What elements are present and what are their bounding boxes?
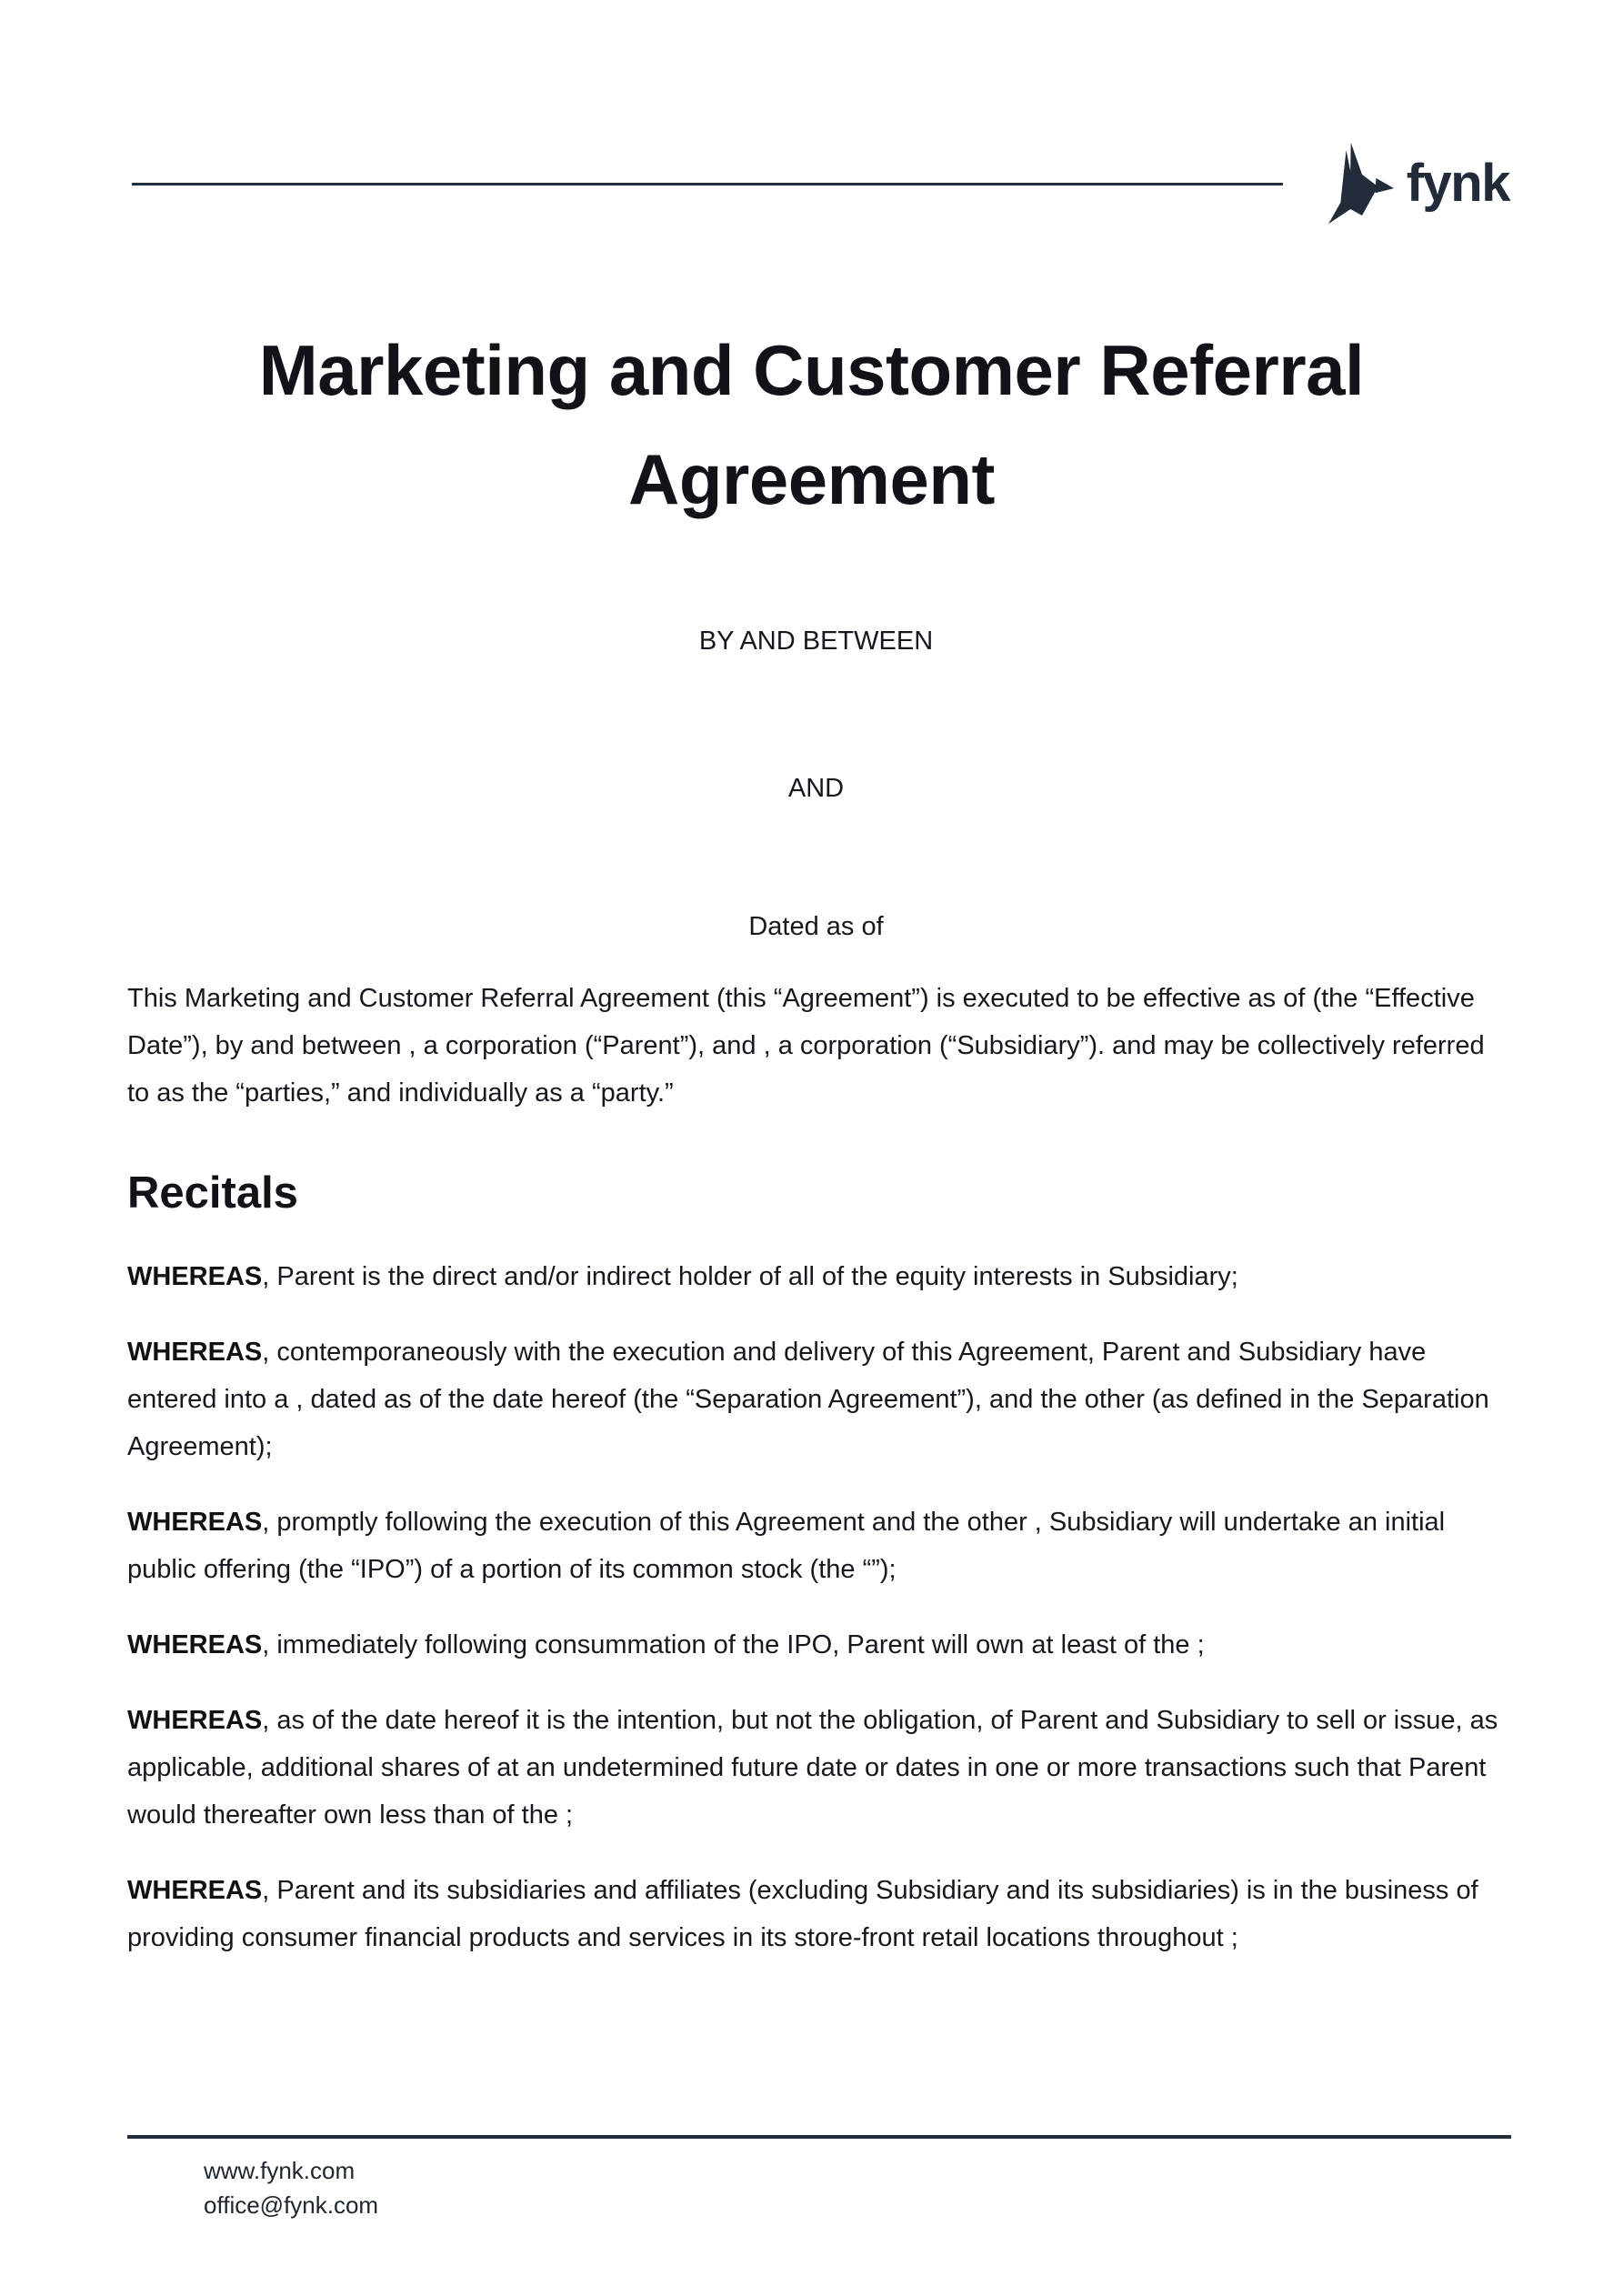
logo-wordmark: fynk: [1406, 154, 1509, 213]
recital-text: , Parent is the direct and/or indirect holder of all of the equity interests in Subsidiary;: [262, 1262, 1238, 1291]
whereas-label: WHEREAS: [127, 1338, 263, 1367]
recital-paragraph: [127, 1328, 1505, 1470]
recital-text: , Parent and its subsidiaries and affiliates (excluding Subsidiary and its subsidiaries) is in the business of providing consumer financial products and services in its store-front retail locations throughout ;: [127, 1876, 1478, 1952]
whereas-label: WHEREAS: [127, 1876, 263, 1905]
dated-as-of-line: Dated as of: [748, 912, 884, 941]
whereas-label: WHEREAS: [127, 1508, 263, 1537]
and-line: AND: [787, 774, 845, 803]
recitals-heading: Recitals: [127, 1168, 298, 1218]
recital-paragraph: [127, 1867, 1505, 1961]
footer-email: office@fynk.com: [204, 2191, 379, 2219]
intro-paragraph: This Marketing and Customer Referral Agreement (this “Agreement”) is executed to be effective as of (the “Effective Date”), by and between , a corporation (“Parent”), and , a corporation (“Subsidiary”). and may be collectively referred to as the “parties,” and individually as a “party.”: [127, 984, 1485, 1108]
recital-paragraph: [127, 1253, 1505, 1300]
by-and-between-line: BY AND BETWEEN: [698, 627, 934, 656]
whereas-label: WHEREAS: [127, 1706, 263, 1735]
whereas-label: WHEREAS: [127, 1262, 263, 1291]
recital-paragraph: [127, 1499, 1505, 1593]
recital-text: , contemporaneously with the execution and delivery of this Agreement, Parent and Subsidiary have entered into a , dated as of the date hereof (the “Separation Agreement”), and the other (as defined in the Separation Agreement);: [127, 1338, 1489, 1461]
recital-text: , as of the date hereof it is the intention, but not the obligation, of Parent and Subsidiary to sell or issue, as applicable, additional shares of at an undetermined future date or dates in one or more transactions such that Parent would thereafter own less than of the ;: [127, 1706, 1498, 1830]
fynk-logo: [1328, 142, 1509, 226]
origami-crane-icon: [1328, 142, 1394, 226]
whereas-label: WHEREAS: [127, 1630, 263, 1659]
page-header: [0, 0, 1623, 229]
footer-divider-line: [127, 2135, 1511, 2139]
document-title: Marketing and Customer Referral Agreement: [258, 330, 1365, 519]
document-body: [0, 618, 1623, 1961]
recital-text: , promptly following the execution of this Agreement and the other , Subsidiary will undertake an initial public offering (the “IPO”) of a portion of its common stock (the “”);: [127, 1508, 1446, 1584]
footer-website: www.fynk.com: [204, 2157, 356, 2184]
page-footer: [127, 2135, 1511, 2222]
header-divider-line: [132, 183, 1283, 185]
recital-paragraph: [127, 1621, 1505, 1669]
recital-text: , immediately following consummation of the IPO, Parent will own at least of the ;: [262, 1630, 1205, 1659]
recital-paragraph: [127, 1697, 1505, 1839]
